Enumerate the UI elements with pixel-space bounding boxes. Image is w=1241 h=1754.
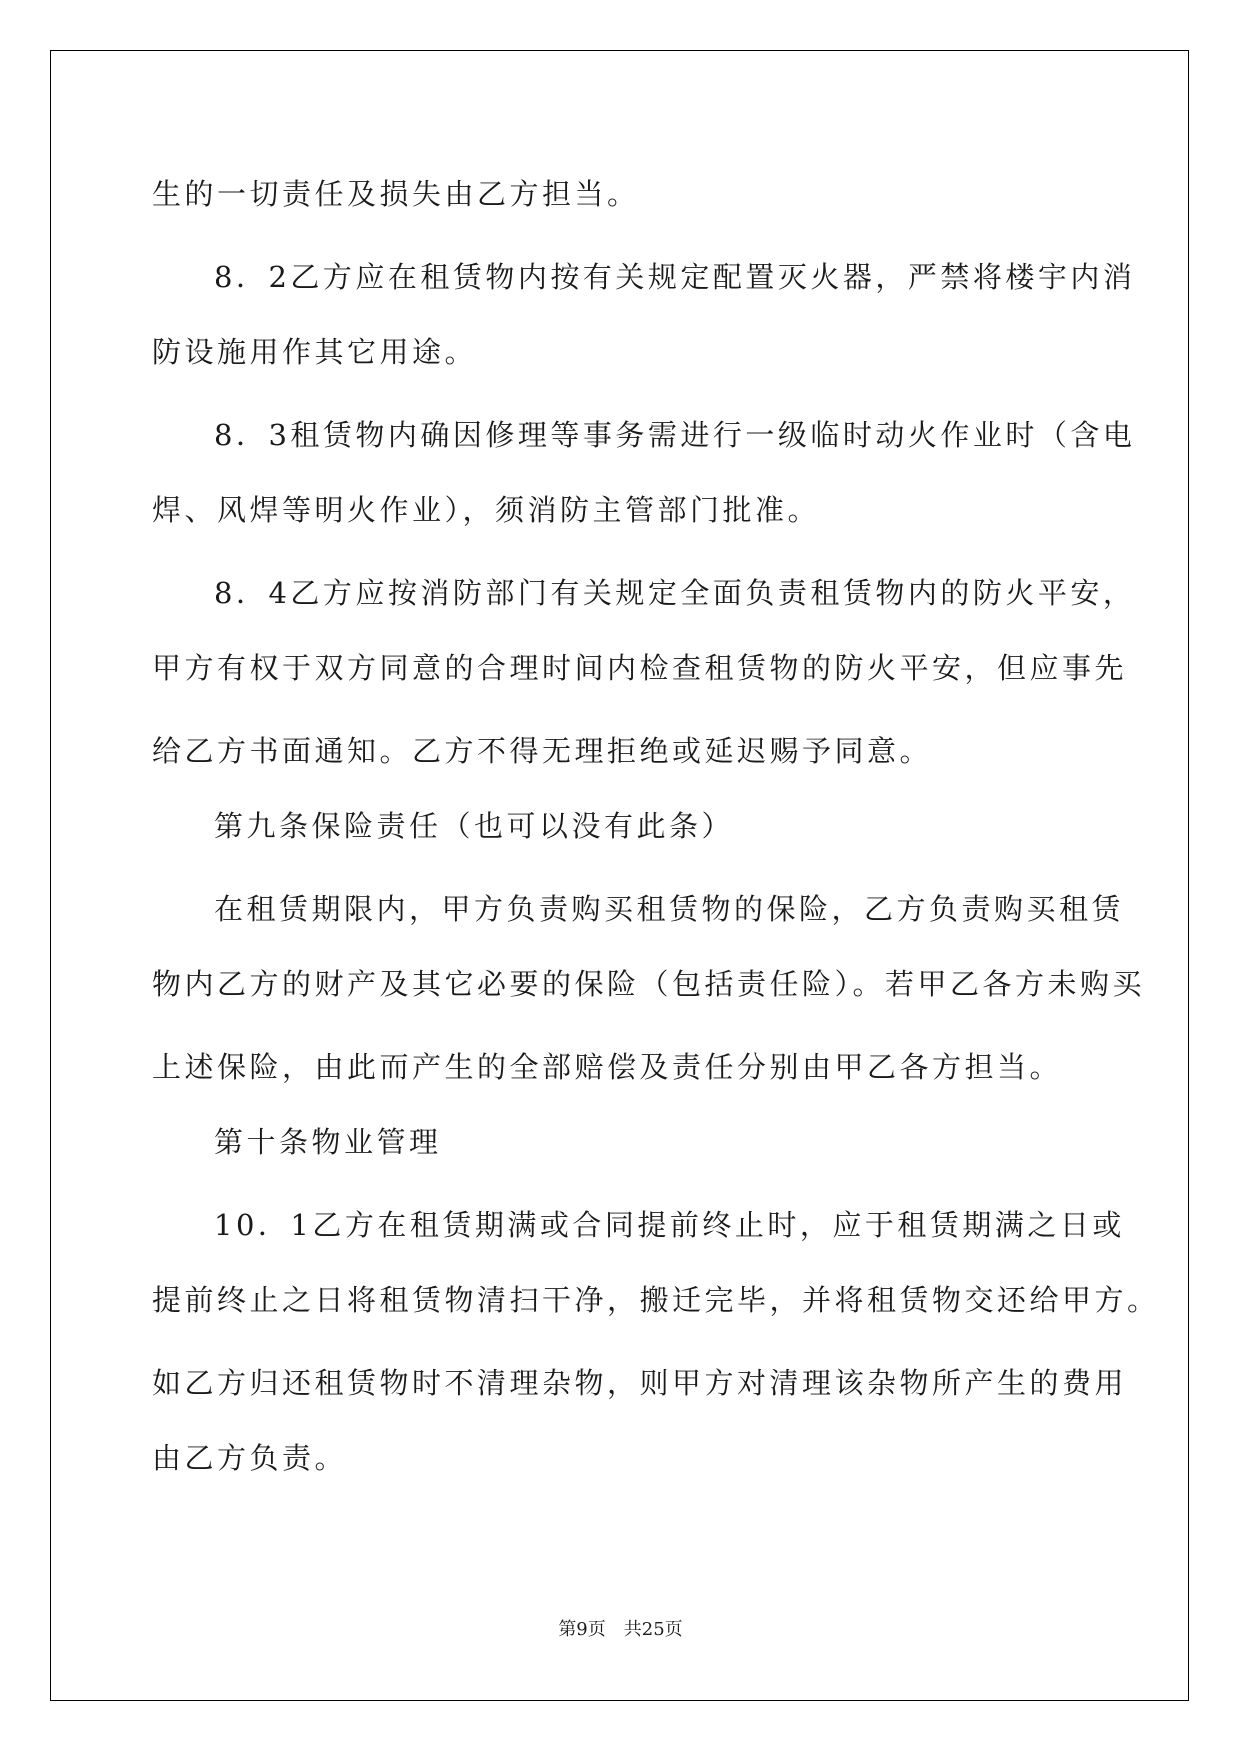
text-line: 第九条保险责任（也可以没有此条） <box>214 809 735 843</box>
text-line: 生的一切责任及损失由乙方担当。 <box>152 177 640 211</box>
text-line: 10．1乙方在租赁期满或合同提前终止时，应于租赁期满之日或 <box>214 1208 1125 1242</box>
text-line: 8．4乙方应按消防部门有关规定全面负责租赁物内的防火平安， <box>214 576 1136 610</box>
text-line: 甲方有权于双方同意的合理时间内检查租赁物的防火平安，但应事先 <box>152 651 1128 685</box>
text-line: 如乙方归还租赁物时不清理杂物，则甲方对清理该杂物所产生的费用 <box>152 1366 1128 1400</box>
text-line: 由乙方负责。 <box>152 1441 348 1475</box>
text-line: 提前终止之日将租赁物清扫干净，搬迁完毕，并将租赁物交还给甲方。 <box>152 1283 1160 1317</box>
text-line: 焊、风焊等明火作业），须消防主管部门批准。 <box>152 493 821 527</box>
text-line: 在租赁期限内，甲方负责购买租赁物的保险，乙方负责购买租赁 <box>214 892 1125 926</box>
text-line: 8．3租赁物内确因修理等事务需进行一级临时动火作业时（含电 <box>214 418 1136 452</box>
text-line: 物内乙方的财产及其它必要的保险（包括责任险）。若甲乙各方未购买 <box>152 967 1146 1001</box>
text-line: 8．2乙方应在租赁物内按有关规定配置灭火器，严禁将楼宇内消 <box>214 260 1136 294</box>
text-line: 第十条物业管理 <box>214 1125 442 1159</box>
text-line: 给乙方书面通知。乙方不得无理拒绝或延迟赐予同意。 <box>152 734 933 768</box>
text-line: 防设施用作其它用途。 <box>152 335 478 369</box>
page-number: 第9页 共25页 <box>558 1619 683 1640</box>
text-line: 上述保险，由此而产生的全部赔偿及责任分别由甲乙各方担当。 <box>152 1050 1063 1084</box>
